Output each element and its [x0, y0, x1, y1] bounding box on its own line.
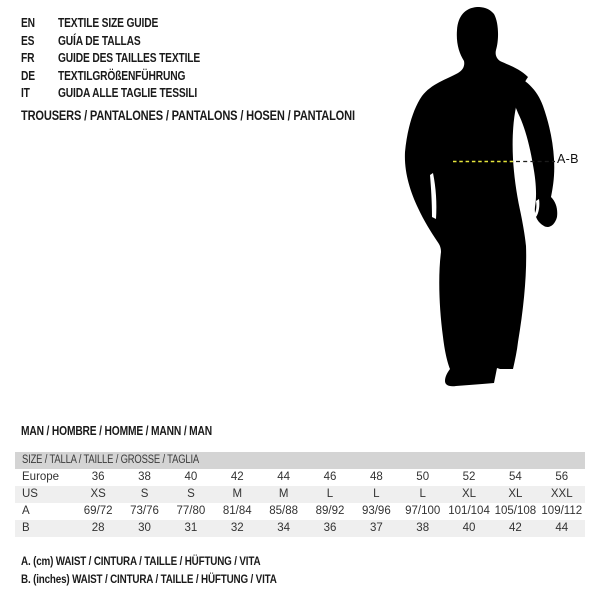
table-row-europe [15, 469, 585, 486]
language-label: GUÍA DE TALLAS [58, 33, 141, 48]
section-title-man: MAN / HOMBRE / HOMME / MANN / MAN [21, 424, 213, 438]
table-cell: 73/76 [130, 505, 159, 517]
language-row-en [21, 15, 231, 33]
table-cell: 30 [138, 522, 151, 534]
table-cell: 42 [230, 471, 244, 483]
row-label: Europe [22, 471, 60, 483]
table-cell: 101/104 [448, 505, 490, 517]
category-title: TROUSERS / PANTALONES / PANTALONS / HOSEN / PANTALONI [21, 108, 355, 123]
table-cell: 40 [184, 471, 198, 483]
table-cell: S [140, 488, 149, 500]
table-cell: 44 [277, 471, 291, 483]
language-code: DE [21, 68, 35, 83]
man-silhouette-body [405, 7, 528, 386]
table-cell: L [373, 488, 380, 500]
table-cell: 81/84 [222, 505, 252, 517]
table-cell: 46 [323, 471, 337, 483]
row-label: B [22, 522, 30, 534]
measure-label-ab: A-B [557, 152, 579, 166]
table-cell: 42 [509, 522, 522, 534]
size-table-header: SIZE / TALLA / TAILLE / GRÖSSE / TAGLIA [15, 452, 585, 469]
table-cell: 77/80 [176, 505, 206, 517]
table-cell: L [326, 488, 334, 500]
table-cell: L [419, 488, 426, 500]
table-cell: 69/72 [83, 505, 113, 517]
man-silhouette-figure [403, 5, 585, 395]
table-cell: 89/92 [315, 505, 345, 517]
language-code: EN [21, 16, 35, 30]
table-cell: 36 [91, 471, 105, 483]
note-waist-inches: B. (inches) WAIST / CINTURA / TAILLE / HÜFTUNG / VITA [21, 572, 277, 586]
table-cell: 105/108 [494, 505, 537, 517]
table-cell: XXL [550, 488, 573, 500]
table-cell: 28 [91, 522, 105, 534]
note-waist-cm: A. (cm) WAIST / CINTURA / TAILLE / HÜFTUNG / VITA [21, 554, 261, 568]
table-cell: 93/96 [361, 505, 391, 517]
table-cell: 37 [369, 522, 383, 534]
table-cell: M [232, 488, 243, 500]
table-cell: 36 [323, 522, 337, 534]
table-cell: 38 [416, 522, 430, 534]
table-row-b [15, 520, 585, 537]
language-label: GUIDE DES TAILLES TEXTILE [58, 51, 201, 65]
language-label: GUIDA ALLE TAGLIE TESSILI [58, 86, 198, 100]
table-cell: 56 [555, 471, 569, 483]
language-row-it [21, 85, 231, 103]
language-code: IT [21, 86, 30, 100]
table-cell: 50 [416, 471, 430, 483]
table-cell: S [187, 488, 195, 500]
language-label: TEXTILE SIZE GUIDE [58, 16, 159, 30]
table-row-a [15, 503, 585, 520]
table-row-us [15, 486, 585, 503]
table-cell: 48 [369, 471, 383, 483]
row-label: US [22, 488, 38, 500]
language-guide-list [21, 15, 231, 103]
language-code: FR [21, 51, 35, 65]
table-cell: 40 [462, 522, 476, 534]
table-cell: XS [90, 488, 106, 500]
table-cell: XL [508, 488, 523, 500]
row-label: A [22, 505, 30, 517]
language-label: TEXTILGRÖßENFÜHRUNG [58, 68, 186, 83]
table-cell: 31 [184, 522, 198, 534]
table-cell: 109/112 [541, 505, 583, 517]
table-cell: 34 [277, 522, 291, 534]
table-cell: 44 [555, 522, 569, 534]
language-row-fr [21, 50, 231, 68]
table-cell: M [278, 488, 289, 500]
table-cell: 54 [509, 471, 522, 483]
table-cell: XL [462, 488, 477, 500]
language-row-es [21, 33, 231, 51]
table-cell: 38 [138, 471, 151, 483]
size-table-body [15, 469, 585, 537]
language-row-de [21, 68, 231, 86]
table-cell: 97/100 [405, 505, 441, 517]
table-cell: 32 [230, 522, 244, 534]
language-code: ES [21, 33, 35, 48]
size-table [15, 452, 585, 537]
table-cell: 52 [462, 471, 476, 483]
measurement-notes [21, 552, 333, 588]
table-cell: 85/88 [269, 505, 298, 517]
